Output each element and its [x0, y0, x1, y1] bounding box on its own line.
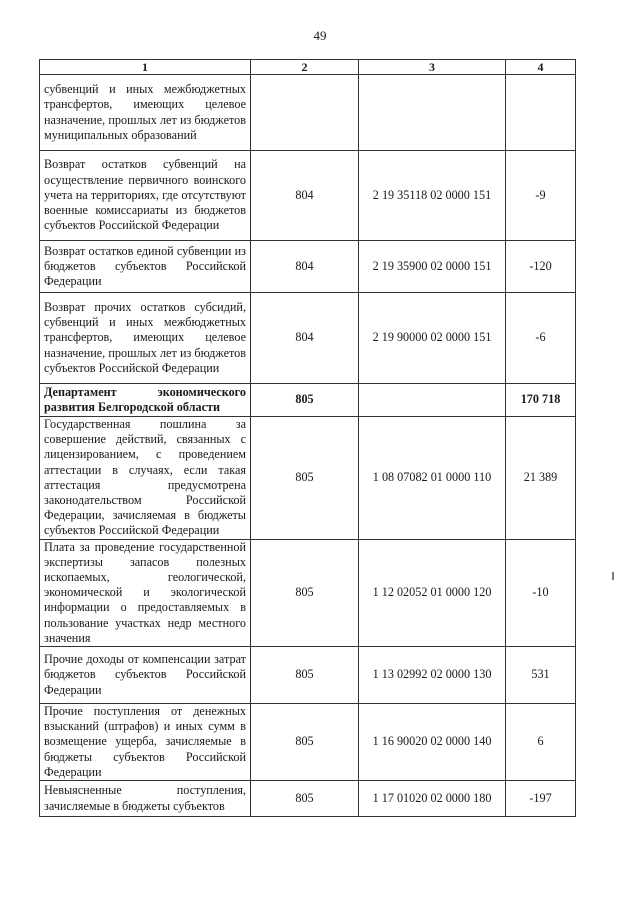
page-number: 49	[313, 28, 327, 43]
row-name-cell: Государственная пошлина за совершение действий, связанных с лицензированием, с проведением аттестации в случаях, если такая аттестация предусмотрена законодательством Российской Федерации, зачисляемая в бюджеты субъектов Российской Федерации	[40, 417, 251, 540]
row-name-cell: Возврат остатков субвенций на осуществление первичного воинского учета на территориях, где отсутствуют военные комиссариаты из бюджетов субъектов Российской Федерации	[40, 151, 251, 241]
row-budget-code-cell	[359, 384, 506, 417]
row-amount-cell: 531	[506, 647, 576, 704]
row-amount-cell: -197	[506, 781, 576, 817]
row-amount-cell: 170 718	[506, 384, 576, 417]
column-header-4: 4	[506, 60, 576, 75]
column-header-2: 2	[251, 60, 359, 75]
table-body	[40, 75, 576, 817]
table-row	[40, 293, 576, 384]
row-admin-code-cell	[251, 75, 359, 151]
column-header-1: 1	[40, 60, 251, 75]
row-amount-cell	[506, 75, 576, 151]
row-amount-cell: -120	[506, 241, 576, 293]
table-header-row	[40, 60, 576, 75]
row-name-cell: Департамент экономического развития Белгородской области	[40, 384, 251, 417]
row-budget-code-cell	[359, 75, 506, 151]
row-budget-code-cell: 2 19 35900 02 0000 151	[359, 241, 506, 293]
row-amount-cell: -9	[506, 151, 576, 241]
table-row	[40, 647, 576, 704]
row-name-cell: Возврат остатков единой субвенции из бюджетов субъектов Российской Федерации	[40, 241, 251, 293]
row-name-cell: Возврат прочих остатков субсидий, субвенций и иных межбюджетных трансфертов, имеющих целевое назначение, прошлых лет из бюджетов субъектов Российской Федерации	[40, 293, 251, 384]
row-admin-code-cell: 805	[251, 781, 359, 817]
row-budget-code-cell: 1 17 01020 02 0000 180	[359, 781, 506, 817]
row-amount-cell: 6	[506, 704, 576, 781]
row-admin-code-cell: 804	[251, 293, 359, 384]
row-budget-code-cell: 1 13 02992 02 0000 130	[359, 647, 506, 704]
row-amount-cell: 21 389	[506, 417, 576, 540]
revenue-table	[39, 59, 576, 817]
row-name-cell: Невыясненные поступления, зачисляемые в бюджеты субъектов	[40, 781, 251, 817]
row-name-cell: Прочие поступления от денежных взысканий (штрафов) и иных сумм в возмещение ущерба, зачисляемые в бюджеты субъектов Российской Федерации	[40, 704, 251, 781]
row-name-cell: Плата за проведение государственной экспертизы запасов полезных ископаемых, геологической, экономической и экологической информации о предоставляемых в пользование участках недр местного значения	[40, 539, 251, 646]
row-admin-code-cell: 805	[251, 704, 359, 781]
row-name-cell: субвенций и иных межбюджетных трансфертов, имеющих целевое назначение, прошлых лет из бюджетов муниципальных образований	[40, 75, 251, 151]
table-row	[40, 384, 576, 417]
row-admin-code-cell: 804	[251, 241, 359, 293]
table-row	[40, 781, 576, 817]
table-row	[40, 539, 576, 646]
scan-artifact	[612, 572, 614, 580]
table-row	[40, 417, 576, 540]
row-admin-code-cell: 804	[251, 151, 359, 241]
row-budget-code-cell: 2 19 35118 02 0000 151	[359, 151, 506, 241]
row-admin-code-cell: 805	[251, 417, 359, 540]
column-header-3: 3	[359, 60, 506, 75]
row-amount-cell: -10	[506, 539, 576, 646]
row-admin-code-cell: 805	[251, 384, 359, 417]
row-budget-code-cell: 1 12 02052 01 0000 120	[359, 539, 506, 646]
row-budget-code-cell: 1 08 07082 01 0000 110	[359, 417, 506, 540]
table-row	[40, 151, 576, 241]
table-row	[40, 75, 576, 151]
row-amount-cell: -6	[506, 293, 576, 384]
row-name-cell: Прочие доходы от компенсации затрат бюджетов субъектов Российской Федерации	[40, 647, 251, 704]
row-budget-code-cell: 2 19 90000 02 0000 151	[359, 293, 506, 384]
row-admin-code-cell: 805	[251, 539, 359, 646]
row-budget-code-cell: 1 16 90020 02 0000 140	[359, 704, 506, 781]
row-admin-code-cell: 805	[251, 647, 359, 704]
table-row	[40, 241, 576, 293]
table-row	[40, 704, 576, 781]
